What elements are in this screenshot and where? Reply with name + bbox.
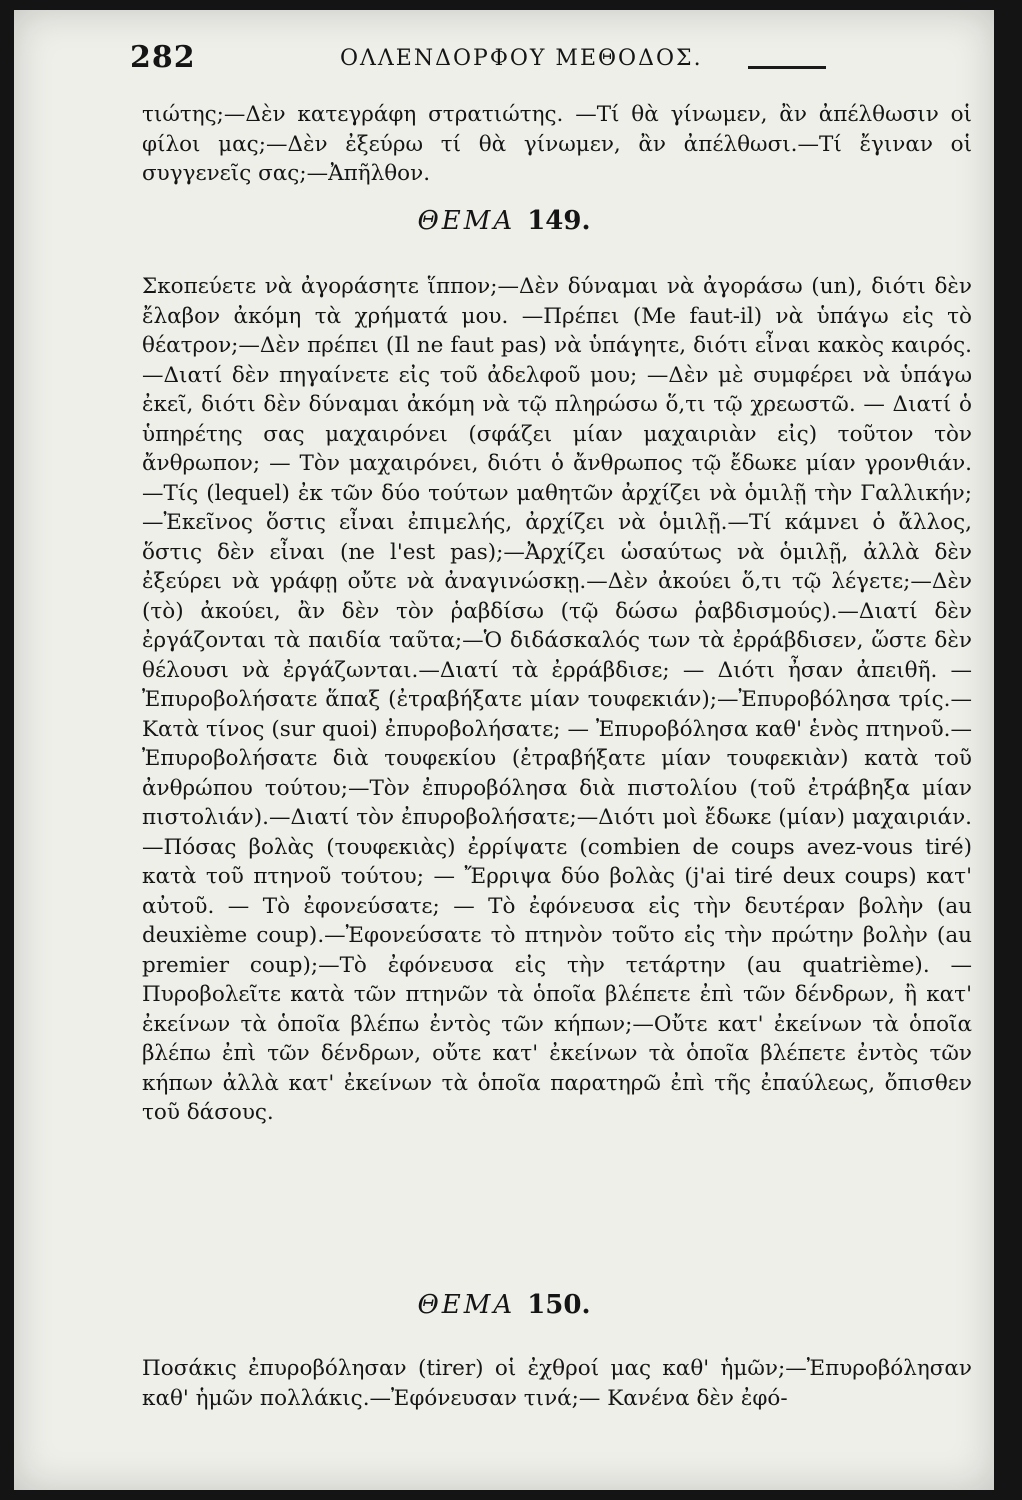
section-number: 149. [527, 206, 591, 236]
book-page [14, 10, 994, 1490]
section-149-paragraph [142, 272, 972, 1128]
running-header [130, 36, 850, 80]
section-number: 150. [527, 1290, 591, 1320]
intro-paragraph [142, 100, 972, 189]
running-title: ΟΛΛΕΝΔΟΡΦΟΥ ΜΕΘΟΔΟΣ. [340, 46, 703, 71]
section-150-text: Ποσάκις ἐπυροβόλησαν (tirer) οἱ ἐχθροί μας καθ' ἡμῶν;—Ἐπυροβόλησαν καθ' ἡμῶν πολλάκις.—Ἐφόνευσαν τινά;— Κανένα δὲν ἐφό- [142, 1356, 972, 1411]
section-150-paragraph [142, 1354, 972, 1413]
section-label: ΘΕΜΑ [417, 1290, 516, 1320]
section-heading-150 [14, 1290, 994, 1320]
page-number: 282 [130, 40, 196, 75]
intro-text: τιώτης;—Δὲν κατεγράφη στρατιώτης. —Τί θὰ γίνωμεν, ἂν ἀπέλθωσιν οἱ φίλοι μας;—Δὲν ἐξεύρω τί θὰ γίνωμεν, ἂν ἀπέλθωσι.—Τί ἔγιναν οἱ συγγενεῖς σας;—Ἀπῆλθον. [142, 102, 972, 186]
header-rule [748, 66, 826, 69]
section-heading-149 [14, 206, 994, 236]
section-label: ΘΕΜΑ [417, 206, 516, 236]
section-149-text: Σκοπεύετε νὰ ἀγοράσητε ἵππον;—Δὲν δύναμαι νὰ ἀγοράσω (un), διότι δὲν ἔλαβον ἀκόμη τὰ χρήματά μου. —Πρέπει (Me faut-il) νὰ ὑπάγω εἰς τὸ θέατρον;—Δὲν πρέπει (Il ne faut pas) νὰ ὑπάγητε, διότι εἶναι κακὸς καιρός.—Διατί δὲν πηγαίνετε εἰς τοῦ ἀδελφοῦ μου; —Δὲν μὲ συμφέρει νὰ ὑπάγω ἐκεῖ, διότι δὲν δύναμαι ἀκόμη νὰ τῷ πληρώσω ὅ,τι τῷ χρεωστῶ. — Διατί ὁ ὑπηρέτης σας μαχαιρόνει (σφάζει μίαν μαχαιριὰν εἰς) τοῦτον τὸν ἄνθρωπον; — Τὸν μαχαιρόνει, διότι ὁ ἄνθρωπος τῷ ἔδωκε μίαν γρονθιάν.—Τίς (lequel) ἐκ τῶν δύο τούτων μαθητῶν ἀρχίζει νὰ ὁμιλῇ τὴν Γαλλικήν;—Ἐκεῖνος ὅστις εἶναι ἐπιμελής, ἀρχίζει νὰ ὁμιλῇ.—Τί κάμνει ὁ ἄλλος, ὅστις δὲν εἶναι (ne l'est pas);—Ἀρχίζει ὡσαύτως νὰ ὁμιλῇ, ἀλλὰ δὲν ἐξεύρει νὰ γράφῃ οὔτε νὰ ἀναγινώσκῃ.—Δὲν ἀκούει ὅ,τι τῷ λέγετε;—Δὲν (τὸ) ἀκούει, ἂν δὲν τὸν ῥαβδίσω (τῷ δώσω ῥαβδισμούς).—Διατί δὲν ἐργάζονται τὰ παιδία ταῦτα;—Ὁ διδάσκαλός των τὰ ἐρράβδισεν, ὥστε δὲν θέλουσι νὰ ἐργάζωνται.—Διατί τὰ ἐρράβδισε; — Διότι ἦσαν ἀπειθῆ. —Ἐπυροβολήσατε ἅπαξ (ἐτραβήξατε μίαν τουφεκιάν);—Ἐπυροβόλησα τρίς.— Κατὰ τίνος (sur quoi) ἐπυροβολήσατε; — Ἐπυροβόλησα καθ' ἑνὸς πτηνοῦ.—Ἐπυροβολήσατε διὰ τουφεκίου (ἐτραβήξατε μίαν τουφεκιὰν) κατὰ τοῦ ἀνθρώπου τούτου;—Τὸν ἐπυροβόλησα διὰ πιστολίου (τοῦ ἐτράβηξα μίαν πιστολιάν).—Διατί τὸν ἐπυροβολήσατε;—Διότι μοὶ ἔδωκε (μίαν) μαχαιριάν.—Πόσας βολὰς (τουφεκιὰς) ἐρρίψατε (combien de coups avez-vous tiré) κατὰ τοῦ πτηνοῦ τούτου; — Ἔρριψα δύο βολὰς (j'ai tiré deux coups) κατ' αὐτοῦ. — Τὸ ἐφονεύσατε; — Τὸ ἐφόνευσα εἰς τὴν δευτέραν βολὴν (au deuxième coup).—Ἐφονεύσατε τὸ πτηνὸν τοῦτο εἰς τὴν πρώτην βολὴν (au premier coup);—Τὸ ἐφόνευσα εἰς τὴν τετάρτην (au quatrième). — Πυροβολεῖτε κατὰ τῶν πτηνῶν τὰ ὁποῖα βλέπετε ἐπὶ τῶν δένδρων, ἢ κατ' ἐκείνων τὰ ὁποῖα βλέπω ἐντὸς τῶν κήπων;—Οὔτε κατ' ἐκείνων τὰ ὁποῖα βλέπω ἐπὶ τῶν δένδρων, οὔτε κατ' ἐκείνων τὰ ὁποῖα βλέπετε ἐντὸς τῶν κήπων ἀλλὰ κατ' ἐκείνων τὰ ὁποῖα παρατηρῶ ἐπὶ τῆς ἐπαύλεως, ὄπισθεν τοῦ δάσους. [142, 274, 972, 1125]
